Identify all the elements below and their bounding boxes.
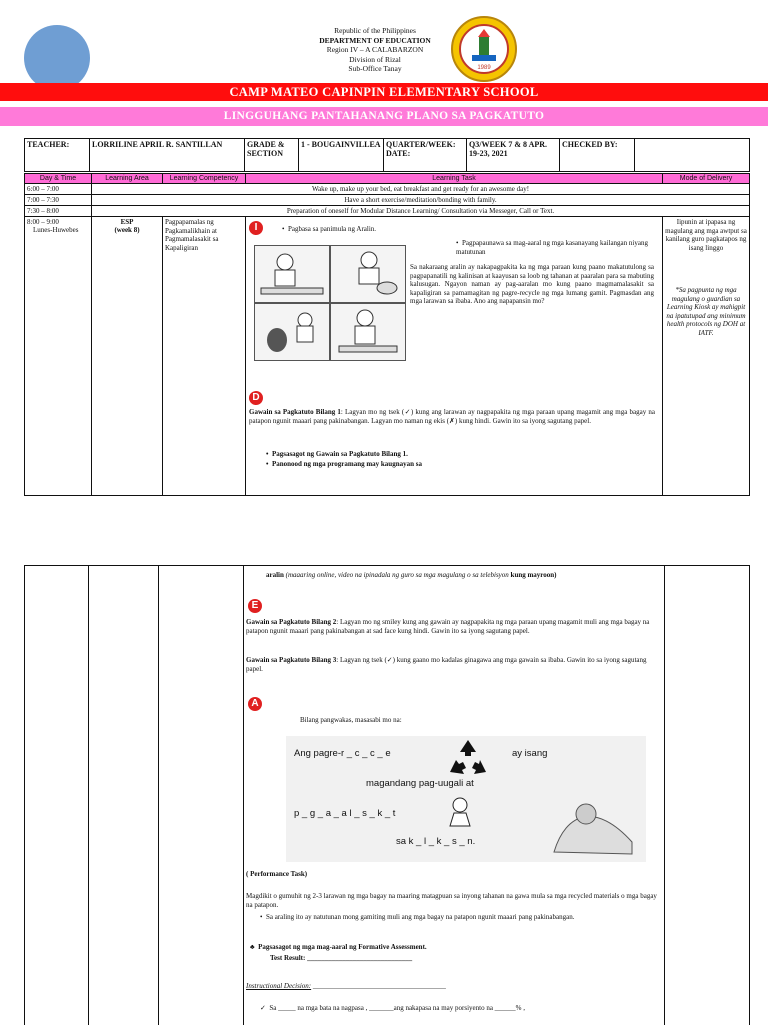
plan-title-banner: LINGGUHANG PANTAHANANG PLANO SA PAGKATUTO (0, 107, 768, 126)
i-bullet-1: • Pagbasa sa panimula ng Aralin. (282, 225, 377, 233)
d-instructions: Gawain sa Pagkatuto Bilang 1: Lagyan mo ng tsek (✓) kung ang larawan ay nagpapakita ng mga paraan upang magamit ang mga bagay na patapon ngunit maaari pang pakinabangan. Lagyan mo naman ng ekis (✗) kung hindi. Gawin ito sa iyong sagutang papel. (249, 408, 655, 425)
header-line-1: Republic of the Philippines (334, 26, 416, 35)
d-bullet-1: • Pagsasagot ng Gawain sa Pagkatuto Bilang 1. (266, 450, 408, 458)
svg-text:1989: 1989 (477, 65, 491, 71)
checked-label: CHECKED BY: (560, 139, 635, 172)
picture-girl-recycling (330, 245, 406, 303)
a-line-3: p _ g _ a _ a l _ s _ k _ t (294, 808, 396, 819)
header-line-4: Division of Rizal (349, 54, 401, 64)
header-learning-area: Learning Area (92, 174, 163, 184)
teacher-value: LORRILINE APRIL R. SANTILLAN (90, 139, 245, 172)
learning-competency: Pagpapamalas ng Pagkamalikhain at Pagmamalasakit sa Kapaligiran (163, 217, 246, 496)
header-line-5: Sub-Office Tanay (348, 64, 402, 73)
section-e-badge: E (248, 599, 262, 613)
school-seal-icon (450, 15, 518, 83)
page-2-continuation (24, 565, 750, 1025)
header-mode-delivery: Mode of Delivery (663, 174, 750, 184)
child-icon (440, 796, 480, 832)
header-line-2: DEPARTMENT OF EDUCATION (319, 35, 431, 45)
mode-delivery-2: *Sa pagpunta ng mga magulang o guardian sa Learning Kiosk ay mahigpit na ipatutupad ang minimum health protocols ng DOH at IATF. (666, 286, 746, 337)
section-d-badge: D (249, 391, 263, 405)
a-line-2: magandang pag-uugali at (366, 778, 474, 789)
i-paragraph: Sa nakaraang aralin ay nakapagpakita ka ng mga paraan kung paano makatutulong sa pagpapanatili ng kalinisan at kaayusan sa loob ng tahanan at paaralan para sa mabuting kalusugan. Ngayon naman ay pag-aaralan mo kung paano magmamalasakit sa kapaligiran sa pamamagitan ng pagre-recycle ng mga lumang gamit. Pagmasdan ang mga larawan sa ibaba. Ano ang napapansin mo? (410, 263, 654, 305)
schedule-text: Have a short exercise/meditation/bonding with family. (92, 195, 750, 206)
e-instructions-3: Gawain sa Pagkatuto Bilang 3: Lagyan ng tsek (✓) kung gaano mo kadalas ginagawa ang mga gawain sa ibaba. Gawin ito sa iyong sagutang papel. (246, 656, 647, 673)
picture-vase-craft (254, 303, 330, 361)
header-learning-task: Learning Task (246, 174, 663, 184)
recycle-icon (446, 738, 490, 776)
checked-value (635, 139, 750, 172)
performance-bullet: • Sa araling ito ay natutunan mong gamiting muli ang mga bagay na patapon ngunit maaari pang pakinabangan. (260, 913, 575, 921)
test-result: Test Result: ______________________________ (270, 954, 413, 962)
p2-aralin-line: aralin (maaaring online, video na ipinadala ng guro sa mga magulang o sa telebisyon kung mayroon) (266, 571, 557, 579)
instructional-decision: Instructional Decision: ______________________________________ (246, 982, 446, 990)
picture-children-crafts (254, 245, 330, 303)
i-bullet-2: • Pagpapaunawa sa mag-aaral ng mga kasanayang kailangan niyang matutunan (456, 239, 648, 256)
header-day-time: Day & Time (25, 174, 92, 184)
decision-line: ✓ Sa _____ na mga bata na nagpasa , _______ang nakapasa na may porsiyento na ______% , (260, 1004, 526, 1012)
section-i-badge: I (249, 221, 263, 235)
a-caption: Bilang pangwakas, masasabi mo na: (300, 716, 402, 724)
grade-value: 1 - BOUGAINVILLEA (299, 139, 384, 172)
schedule-text: Preparation of oneself for Modular Distance Learning/ Consultation via Messeger, Call or Text. (92, 206, 750, 217)
main-time: 8:00 – 9:00 (27, 218, 59, 226)
time-cell: 7:30 – 8:00 (25, 206, 92, 217)
school-logo-placeholder (24, 25, 90, 91)
quarter-value: Q3/WEEK 7 & 8 APR. 19-23, 2021 (467, 139, 560, 172)
time-cell: 7:00 – 7:30 (25, 195, 92, 206)
a-line-4: sa k _ l _ k _ s _ n. (396, 836, 476, 847)
a-line-1b: ay isang (512, 748, 548, 759)
learning-area: ESP (120, 218, 134, 226)
performance-task-text: Magdikit o gumuhit ng 2-3 larawan ng mga bagay na maaring matagpuan sa inyong tahanan na gawa mula sa mga recycled materials o mga bagay na patapon. (246, 892, 657, 909)
grade-label: GRADE & SECTION (245, 139, 299, 172)
section-a-badge: A (248, 697, 262, 711)
time-cell: 6:00 – 7:00 (25, 184, 92, 195)
formative-assessment: ♣ Pagsasagot ng mga mag-aaral ng Formative Assessment. (250, 943, 427, 951)
teacher-info-table (24, 138, 750, 172)
a-line-1: Ang pagre-r _ c _ c _ e (294, 748, 391, 759)
performance-task-label: ( Performance Task) (246, 870, 308, 878)
nature-scene-icon (546, 792, 636, 858)
week-label: (week 8) (114, 226, 140, 234)
recycle-worksheet-image (286, 736, 646, 862)
picture-girl-painting (330, 303, 406, 361)
school-name-banner: CAMP MATEO CAPINPIN ELEMENTARY SCHOOL (0, 83, 768, 101)
quarter-label: QUARTER/WEEK: DATE: (384, 139, 467, 172)
main-day: Lunes-Huwebes (33, 226, 79, 234)
teacher-label: TEACHER: (25, 139, 90, 172)
learning-plan-table (24, 173, 750, 496)
d-bullet-2: • Panonood ng mga programang may kaugnayan sa (266, 460, 422, 468)
e-instructions-2: Gawain sa Pagkatuto Bilang 2: Lagyan mo ng smiley kung ang gawain ay nagpapakita ng mga paraan upang magamit muli ang mga bagay na patapon ngunit maaari pang pakinabangan at sad face kung hindi. Gawin ito sa iyong sagutang papel. (246, 618, 650, 635)
schedule-text: Wake up, make up your bed, eat breakfast and get ready for an awesome day! (92, 184, 750, 195)
mode-delivery-1: Iipunin at ipapasa ng magulang ang mga awtput sa kanilang guro pagkatapos ng isang linggo (665, 218, 747, 252)
header-competency: Learning Competency (163, 174, 246, 184)
header-line-3: Region IV – A CALABARZON (326, 45, 424, 54)
